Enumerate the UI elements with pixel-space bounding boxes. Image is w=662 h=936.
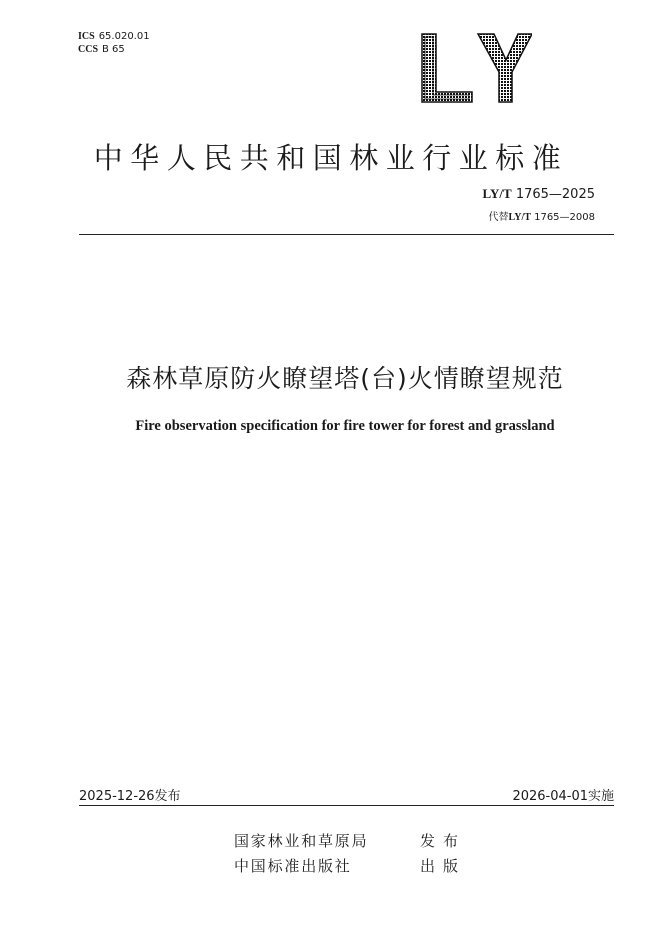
- ccs-label: CCS: [78, 44, 99, 55]
- implement-date: 2026-04-01实施: [512, 789, 614, 804]
- standard-prefix: LY/T: [482, 186, 512, 201]
- publisher-name: 国家林业和草原局: [234, 832, 369, 850]
- publisher-row: [234, 830, 466, 851]
- classification-codes: [78, 30, 150, 56]
- bottom-rule: [79, 805, 614, 806]
- ics-code: 65.020.01: [98, 31, 150, 42]
- replaces-standard: [488, 208, 595, 223]
- top-rule: [79, 234, 614, 235]
- press-action: 出版: [420, 857, 467, 875]
- ly-logo-graphic: [420, 30, 532, 106]
- standard-number: [483, 186, 595, 202]
- replaces-prefix: LY/T: [508, 212, 531, 223]
- ccs-code: B 65: [102, 44, 125, 55]
- issue-date: 2025-12-26发布: [79, 789, 181, 804]
- document-title-en: Fire observation specification for fire tower for forest and grassland: [135, 418, 555, 434]
- standard-number-value: 1765—2025: [515, 187, 595, 202]
- ics-label: ICS: [78, 31, 95, 42]
- ly-logo: [420, 30, 532, 106]
- press-row: [234, 855, 466, 876]
- ics-row: [78, 30, 150, 43]
- document-title-zh: 森林草原防火瞭望塔(台)火情瞭望规范: [126, 364, 564, 393]
- press-name: 中国标准出版社: [234, 857, 352, 875]
- ccs-row: [78, 43, 150, 56]
- standard-category-title: 中华人民共和国林业行业标准: [93, 141, 569, 175]
- replaces-number: 1765—2008: [534, 212, 595, 223]
- replaces-label: 代替: [488, 212, 509, 223]
- publisher-action: 发布: [420, 832, 467, 850]
